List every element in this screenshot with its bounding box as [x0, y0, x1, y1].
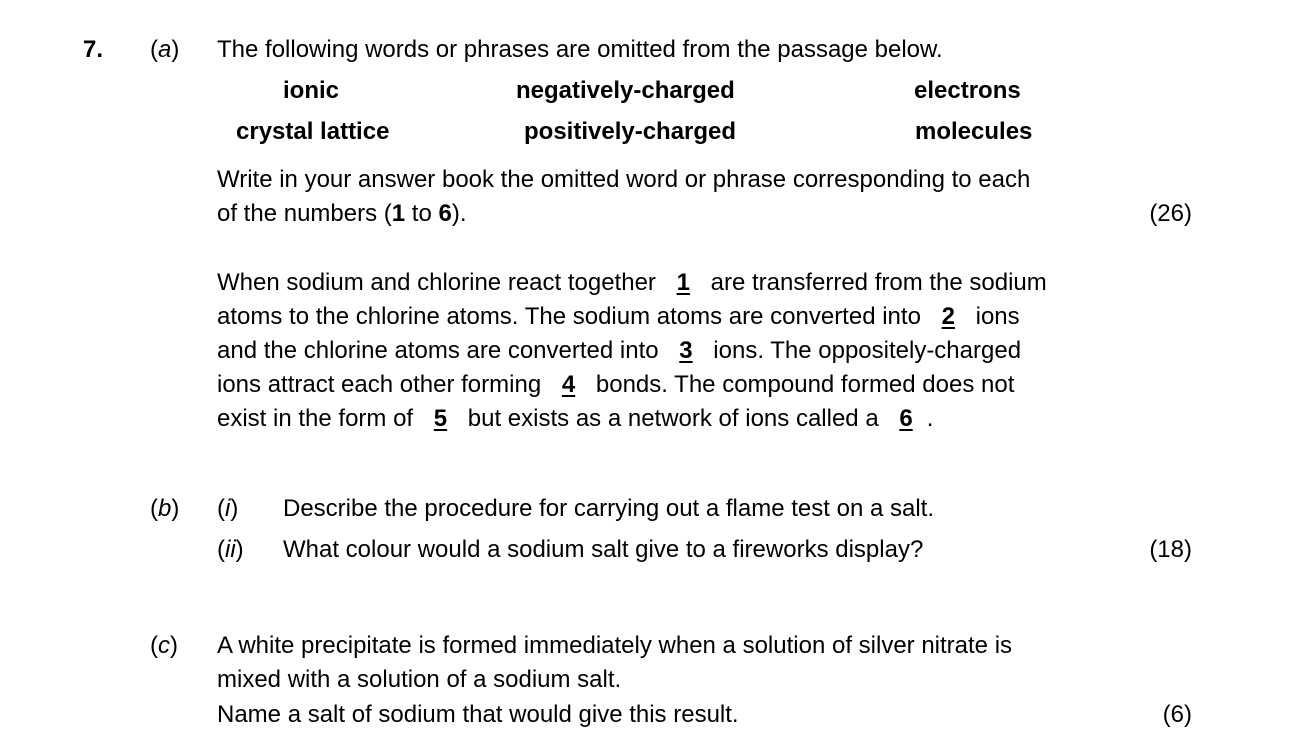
blank-4: 4 — [561, 371, 576, 398]
passage-text: ions attract each other forming — [217, 371, 548, 398]
part-a-instruction-line2 — [217, 200, 467, 228]
blank-1: 1 — [676, 269, 690, 296]
word-crystal-lattice: crystal lattice — [236, 118, 390, 145]
passage-text: When sodium and chlorine react together — [217, 269, 663, 296]
part-c-letter: c — [158, 632, 170, 659]
word-electrons: electrons — [914, 77, 1021, 104]
blank-6: 6 — [899, 405, 913, 432]
part-c-label: (c) — [150, 632, 178, 659]
instruction-num-end: 6 — [438, 200, 452, 227]
part-b-ii-letter: ii — [225, 536, 236, 563]
part-b-ii-label: (ii) — [217, 536, 244, 563]
part-b-letter: b — [158, 495, 172, 522]
word-negatively-charged: negatively-charged — [516, 77, 735, 104]
passage-text: bonds. The compound formed does not — [589, 371, 1015, 398]
passage-line-1 — [217, 269, 1047, 297]
passage-text: ions. The oppositely-charged — [706, 337, 1022, 364]
passage-line-4 — [217, 371, 1014, 399]
word-positively-charged: positively-charged — [524, 118, 737, 145]
word-molecules: molecules — [915, 118, 1033, 145]
part-b-label: (b) — [150, 495, 180, 522]
blank-3: 3 — [679, 337, 693, 364]
instruction-pre: of the numbers ( — [217, 200, 392, 227]
part-b-marks: (18) — [1149, 536, 1192, 563]
question-number: 7. — [83, 36, 104, 63]
part-c-line3: Name a salt of sodium that would give this result. — [217, 701, 739, 728]
word-ionic: ionic — [283, 77, 340, 104]
passage-text: . — [926, 405, 934, 432]
passage-line-3 — [217, 337, 1021, 365]
passage-text: but exists as a network of ions called a — [461, 405, 886, 432]
instruction-to: to — [405, 200, 439, 227]
passage-text: atoms to the chlorine atoms. The sodium atoms are converted into — [217, 303, 928, 330]
part-b-i-letter: i — [225, 495, 231, 522]
part-c-line2: mixed with a solution of a sodium salt. — [217, 666, 622, 693]
part-b-ii-text: What colour would a sodium salt give to a fireworks display? — [283, 536, 924, 563]
passage-text: exist in the form of — [217, 405, 420, 432]
passage-text: are transferred from the sodium — [703, 269, 1047, 296]
part-a-letter: a — [158, 36, 172, 63]
instruction-post: ). — [451, 200, 467, 227]
part-a-marks: (26) — [1149, 200, 1192, 227]
passage-text: ions — [968, 303, 1020, 330]
part-a-label: (a) — [150, 36, 180, 63]
passage-line-5 — [217, 405, 933, 433]
passage-line-2 — [217, 303, 1020, 331]
blank-5: 5 — [433, 405, 448, 432]
part-c-line1: A white precipitate is formed immediately when a solution of silver nitrate is — [217, 632, 1013, 659]
part-c-marks: (6) — [1162, 701, 1192, 728]
passage-text: and the chlorine atoms are converted into — [217, 337, 666, 364]
part-a-instruction-line1: Write in your answer book the omitted word or phrase corresponding to each — [217, 166, 1031, 193]
part-b-i-text: Describe the procedure for carrying out a flame test on a salt. — [283, 495, 934, 522]
part-a-intro: The following words or phrases are omitted from the passage below. — [217, 36, 943, 63]
blank-2: 2 — [941, 303, 955, 330]
part-b-i-label: (i) — [217, 495, 239, 522]
instruction-num-start: 1 — [391, 200, 406, 227]
